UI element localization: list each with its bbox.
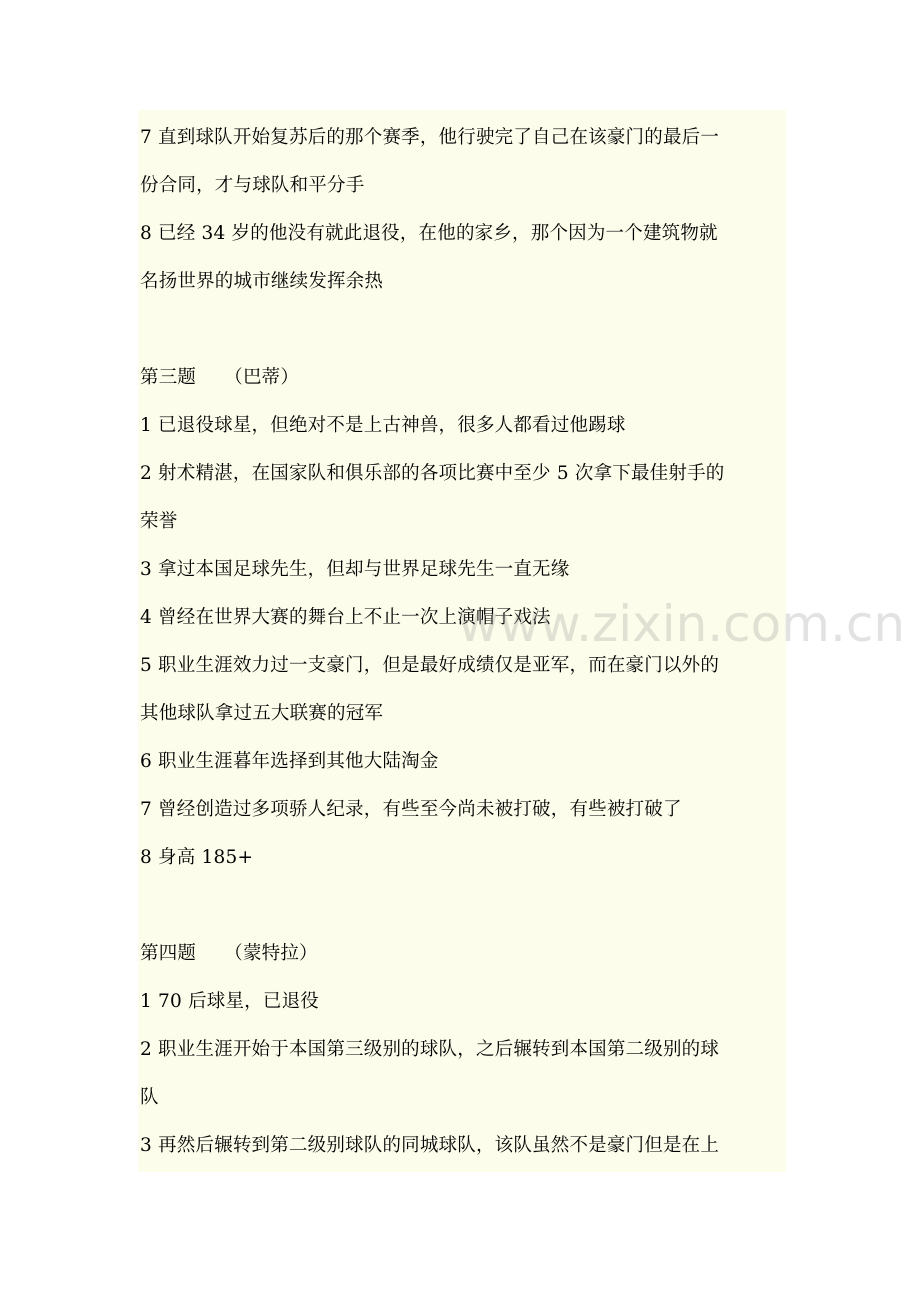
text-line: 1 70 后球星，已退役 — [140, 991, 319, 1012]
text-line: 队 — [140, 1087, 159, 1108]
text-line: 2 职业生涯开始于本国第三级别的球队，之后辗转到本国第二级别的球 — [140, 1039, 720, 1060]
text-line: 5 职业生涯效力过一支豪门，但是最好成绩仅是亚军，而在豪门以外的 — [140, 655, 720, 676]
section-heading: 第四题 （蒙特拉） — [140, 943, 318, 964]
text-line: 其他球队拿过五大联赛的冠军 — [140, 703, 384, 724]
text-line: 1 已退役球星，但绝对不是上古神兽，很多人都看过他踢球 — [140, 415, 626, 436]
text-line: 份合同，才与球队和平分手 — [140, 175, 365, 196]
text-line: 2 射术精湛，在国家队和俱乐部的各项比赛中至少 5 次拿下最佳射手的 — [140, 463, 725, 484]
text-line: 名扬世界的城市继续发挥余热 — [140, 271, 384, 292]
text-line: 4 曾经在世界大赛的舞台上不止一次上演帽子戏法 — [140, 607, 551, 628]
text-line: 8 已经 34 岁的他没有就此退役，在他的家乡，那个因为一个建筑物就 — [140, 223, 718, 244]
text-line: 7 曾经创造过多项骄人纪录，有些至今尚未被打破，有些被打破了 — [140, 799, 682, 820]
text-line: 3 拿过本国足球先生，但却与世界足球先生一直无缘 — [140, 559, 570, 580]
watermark: www.zixin.com.cn — [458, 595, 906, 653]
text-line: 3 再然后辗转到第二级别球队的同城球队，该队虽然不是豪门但是在上 — [140, 1135, 720, 1156]
text-line: 8 身高 185+ — [140, 847, 254, 868]
text-line: 7 直到球队开始复苏后的那个赛季，他行驶完了自己在该豪门的最后一 — [140, 127, 720, 148]
section-heading: 第三题 （巴蒂） — [140, 367, 300, 388]
text-line: 荣誉 — [140, 511, 178, 532]
text-line: 6 职业生涯暮年选择到其他大陆淘金 — [140, 751, 439, 772]
